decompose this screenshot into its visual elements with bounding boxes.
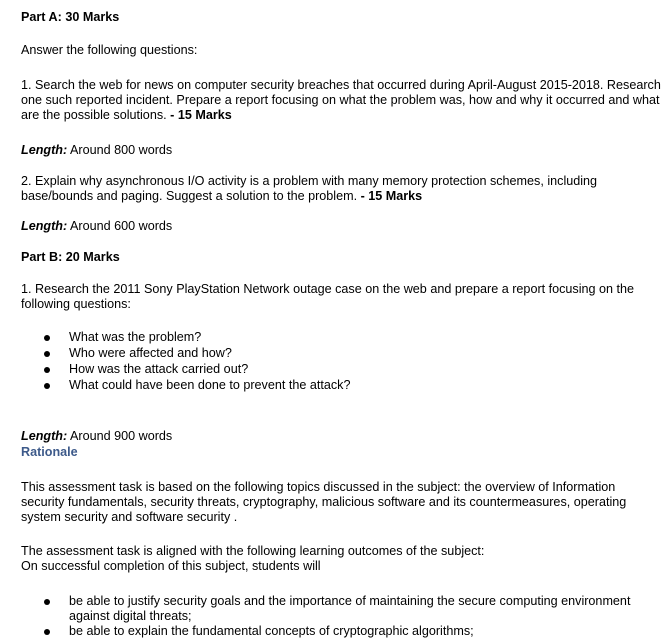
part-a-q1-marks: - 15 Marks [170,108,232,122]
bullet-icon [44,383,50,389]
rationale-paragraph-1: This assessment task is based on the following topics discussed in the subject: the overview of Information security fundamentals, security threats, cryptography, malicious software and its countermeasures, operating system security and software security . [21,480,627,524]
part-b-heading: Part B: 20 Marks [21,250,120,264]
bullet-icon [44,351,50,357]
rationale-paragraph-2: The assessment task is aligned with the following learning outcomes of the subject: On successful completion of this subject, students will [21,544,485,573]
list-item: How was the attack carried out? [0,362,660,378]
part-b-question-list [0,330,660,394]
part-a-heading: Part A: 30 Marks [21,10,120,24]
list-item: be able to justify security goals and the importance of maintaining the secure computing environment against digital threats; [0,594,660,624]
part-a-q1-length: Length: Around 800 words [21,143,173,157]
part-a-q2-marks: - 15 Marks [360,189,423,203]
bullet-icon [44,599,50,605]
part-b-length: Length: Around 900 words [21,429,173,443]
part-a-q2-length: Length: Around 600 words [21,219,173,233]
bullet-icon [44,335,50,341]
list-item: What could have been done to prevent the attack? [0,378,660,394]
bullet-icon [44,629,50,635]
part-b-question-1: 1. Research the 2011 Sony PlayStation Network outage case on the web and prepare a report focusing on the following questions: [21,282,635,311]
part-a-question-2: 2. Explain why asynchronous I/O activity is a problem with many memory protection schemes, including base/bounds and paging. Suggest a solution to the problem. - 15 Marks [21,174,598,203]
part-a-question-1: 1. Search the web for news on computer security breaches that occurred during April-August 2015-2018. Research one such reported incident. Prepare a report focusing on what the problem was, how and why it occurred and what are the possible solutions. - 15 Marks [21,78,661,122]
part-a-intro: Answer the following questions: [21,43,198,57]
learning-outcomes-list [0,594,660,639]
bullet-icon [44,367,50,373]
list-item: What was the problem? [0,330,660,346]
list-item: Who were affected and how? [0,346,660,362]
list-item: be able to explain the fundamental concepts of cryptographic algorithms; [0,624,660,639]
rationale-heading: Rationale [21,445,78,459]
